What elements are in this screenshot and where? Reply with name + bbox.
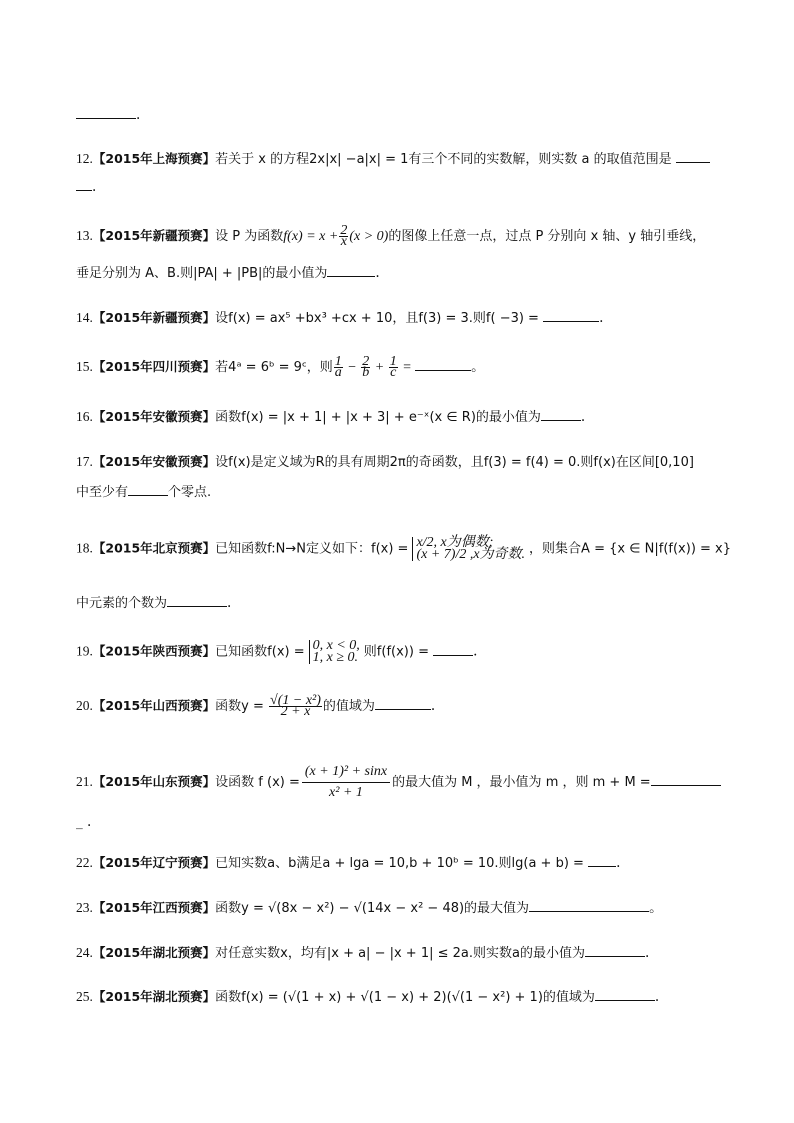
problem-text: 垂足分别为 A、B.则|PA| + |PB|的最小值为 (76, 266, 328, 281)
period: . (227, 595, 232, 611)
problem-text: 若4ᵃ = 6ᵇ = 9ᶜ，则 (215, 360, 333, 375)
numerator: 1 (334, 354, 342, 369)
problem-text: 函数y = √(8x − x²) − √(14x − x² − 48)的最大值为 (215, 901, 530, 916)
problem-14 (76, 307, 734, 329)
period: . (430, 698, 436, 714)
operator: = (398, 360, 416, 375)
problem-text: 已知函数f(x) = (215, 644, 305, 660)
case-row: (x + 7)/2 ,x为奇数. (416, 547, 526, 562)
fraction (302, 762, 390, 803)
problem-number: 22. (76, 855, 93, 870)
answer-blank (327, 262, 375, 277)
denominator: c (390, 365, 397, 380)
operator: − (343, 360, 361, 375)
piecewise-cases (412, 537, 525, 561)
problem-number: 15. (76, 359, 93, 374)
fraction (361, 354, 370, 380)
problem-text: 设函数 f (x) = (215, 775, 300, 790)
problem-source: 【2015年江西预赛】 (92, 900, 216, 915)
denominator: x (340, 234, 347, 249)
problem-text: 则f(f(x)) = (363, 644, 434, 660)
fraction (334, 354, 343, 380)
problem-number: 19. (76, 643, 93, 659)
problem-text: 中元素的个数为 (76, 596, 168, 611)
numerator: (x + 1)² + sinx (302, 762, 390, 783)
problem-text: 函数f(x) = (√(1 + x) + √(1 − x) + 2)(√(1 − x²) + 1)的值域为 (215, 990, 595, 1005)
piecewise-cases (309, 640, 360, 664)
answer-blank (543, 307, 599, 322)
answer-blank (76, 176, 92, 191)
problem-text: 的值域为 (322, 699, 375, 714)
answer-blank (415, 356, 471, 371)
answer-blank (651, 771, 721, 786)
problem-source: 【2015年安徽预赛】 (92, 409, 216, 424)
problem-text: ，则集合A = {x ∈ N|f(f(x)) = x} (529, 541, 732, 557)
problem-13-cont (76, 262, 734, 284)
problem-19 (76, 640, 734, 664)
problem-number: 20. (76, 698, 93, 713)
numerator: 2 (362, 354, 370, 369)
denominator: x² + 1 (329, 785, 363, 800)
numerator: 1 (389, 354, 397, 369)
problem-text: 对任意实数x，均有|x + a| − |x + 1| ≤ 2a.则实数a的最小值为 (215, 946, 585, 961)
problem-text: 的图像上任意一点，过点 P 分别向 x 轴、y 轴引垂线， (388, 229, 706, 244)
problem-source: 【2015年北京预赛】 (92, 540, 216, 556)
answer-blank (585, 942, 645, 957)
problem-18 (76, 537, 734, 561)
case-row: x/2, x为偶数; (416, 535, 494, 550)
problem-21 (76, 762, 734, 803)
problem-source: 【2015年湖北预赛】 (92, 945, 216, 960)
problem-text: 函数f(x) = |x + 1| + |x + 3| + e⁻ˣ(x ∈ R)的最小值为 (215, 410, 541, 425)
problem-source: 【2015年新疆预赛】 (92, 310, 216, 325)
period: 。 (649, 900, 663, 916)
answer-blank (676, 148, 710, 163)
period: . (375, 265, 380, 281)
problem-17 (76, 452, 734, 473)
fraction (269, 693, 322, 719)
problem-number: 14. (76, 310, 93, 325)
answer-blank (595, 986, 655, 1001)
problem-source: 【2015年四川预赛】 (92, 359, 216, 374)
problem-text: 的最大值为 M ，最小值为 m ，则 m + M = (392, 775, 651, 790)
period: . (599, 310, 604, 326)
answer-blank (375, 695, 431, 710)
problem-number: 18. (76, 540, 93, 556)
answer-blank (433, 641, 473, 656)
problem-text: 设f(x) = ax⁵ +bx³ +cx + 10，且f(3) = 3.则f( −3) = (215, 311, 544, 326)
problem-text: 已知函数f:N→N定义如下：f(x) = (215, 541, 409, 557)
problem-text: 已知实数a、b满足a + lga = 10,b + 10ᵇ = 10.则lg(a + b) = (215, 856, 589, 871)
problem-text: 中至少有 (76, 485, 129, 500)
problem-18-cont (76, 592, 734, 614)
problem-text: 设 P 为函数 (215, 229, 284, 244)
period: . (136, 107, 141, 123)
problem-number: 13. (76, 228, 93, 243)
problem-12 (76, 148, 734, 170)
problem-24 (76, 942, 734, 964)
problem-text: 函数y = (215, 699, 269, 714)
problem-source: 【2015年辽宁预赛】 (92, 855, 216, 870)
fraction (339, 223, 348, 249)
period: 。 (471, 359, 485, 375)
problem-source: 【2015年山西预赛】 (92, 698, 216, 713)
formula: f(x) = x + (283, 229, 339, 244)
numerator: √(1 − x²) (270, 693, 321, 708)
problem-17-cont (76, 481, 734, 503)
case-row: 1, x ≥ 0. (312, 650, 359, 665)
problem-number: 17. (76, 454, 93, 469)
period: . (580, 409, 586, 425)
answer-blank (167, 592, 227, 607)
problem-number: 25. (76, 989, 93, 1004)
answer-blank (128, 481, 168, 496)
period: . (616, 855, 621, 871)
problem-16 (76, 406, 734, 428)
answer-blank (76, 104, 136, 119)
problem-source: 【2015年上海预赛】 (92, 151, 216, 166)
problem-22 (76, 852, 734, 874)
fraction (389, 354, 398, 380)
problem-text: 若关于 x 的方程2x|x| −a|x| = 1有三个不同的实数解，则实数 a 的取值范围是 (215, 152, 672, 167)
problem-25 (76, 986, 734, 1008)
problem-number: 24. (76, 945, 93, 960)
period: _ . (76, 814, 92, 830)
period: . (92, 179, 97, 195)
formula: (x > 0) (349, 229, 389, 244)
problem-number: 12. (76, 151, 93, 166)
problem-20 (76, 695, 734, 717)
period: . (644, 945, 650, 961)
denominator: a (334, 365, 342, 380)
problem-source: 【2015年山东预赛】 (92, 774, 216, 789)
problem-source: 【2015年安徽预赛】 (92, 454, 216, 469)
problem-23 (76, 897, 734, 919)
problem-11-tail (76, 104, 734, 125)
period: . (473, 643, 478, 660)
problem-number: 16. (76, 409, 93, 424)
problem-15 (76, 356, 734, 378)
case-row: 0, x < 0, (312, 638, 360, 653)
problem-number: 21. (76, 774, 93, 789)
problem-source: 【2015年湖北预赛】 (92, 989, 216, 1004)
denominator: 2 + x (280, 704, 311, 719)
problem-21-cont (76, 812, 734, 832)
operator: + (371, 360, 388, 375)
problem-12-cont (76, 176, 734, 197)
problem-text: 设f(x)是定义域为R的具有周期2π的奇函数，且f(3) = f(4) = 0.则f(x)在区间[0,10] (215, 455, 694, 470)
answer-blank (588, 852, 616, 867)
problem-text: 个零点. (168, 485, 212, 500)
period: . (654, 989, 660, 1005)
numerator: 2 (340, 223, 348, 238)
problem-13 (76, 223, 734, 249)
problem-source: 【2015年新疆预赛】 (92, 228, 216, 243)
answer-blank (529, 897, 649, 912)
denominator: b (362, 365, 370, 380)
problem-number: 23. (76, 900, 93, 915)
problem-source: 【2015年陕西预赛】 (92, 643, 216, 659)
answer-blank (541, 406, 581, 421)
